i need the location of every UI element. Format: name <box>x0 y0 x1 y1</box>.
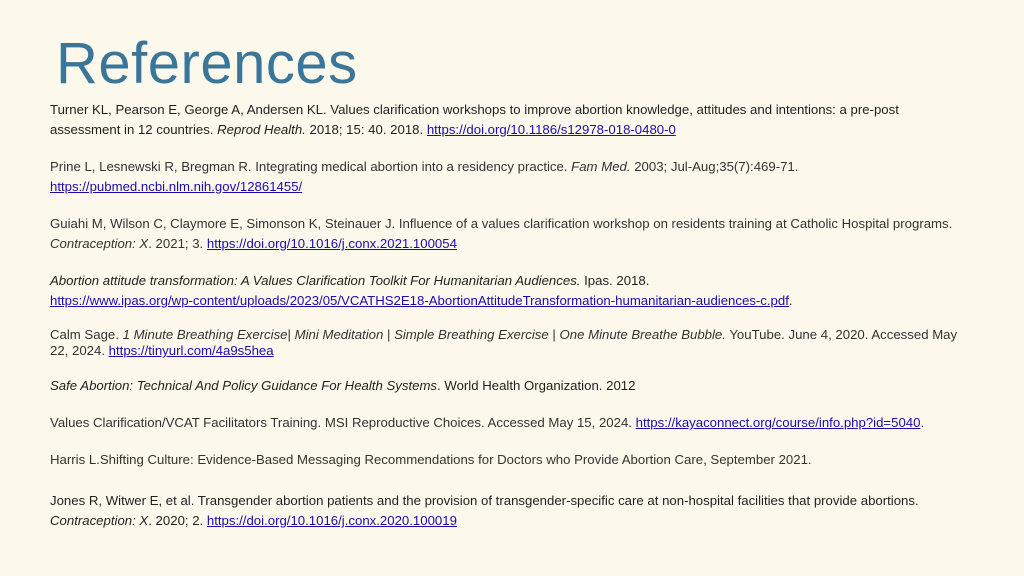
reference-title: Values Clarification/VCAT Facilitators Training. MSI Reproductive Choices. <box>50 415 485 430</box>
reference-link[interactable]: https://tinyurl.com/4a9s5hea <box>108 343 274 358</box>
reference-journal: Reprod Health. <box>217 122 306 137</box>
reference-journal: Contraception: X <box>50 513 149 528</box>
reference-item <box>50 450 970 470</box>
reference-link[interactable]: https://pubmed.ncbi.nlm.nih.gov/12861455/ <box>50 179 303 194</box>
reference-title: Influence of a values clarification workshop on residents training at Catholic Hospital programs. <box>395 216 953 231</box>
reference-link[interactable]: https://doi.org/10.1016/j.conx.2020.100019 <box>206 513 457 528</box>
reference-authors: Prine L, Lesnewski R, Bregman R. <box>50 159 252 174</box>
reference-details: . 2021; 3. <box>148 236 207 251</box>
reference-link[interactable]: https://www.ipas.org/wp-content/uploads/2023/05/VCATHS2E18-AbortionAttitudeTransformation-humanitarian-audiences-c.pdf <box>50 293 789 308</box>
reference-item <box>50 100 970 140</box>
references-list <box>50 100 970 531</box>
reference-details: Accessed May 15, 2024. <box>484 415 636 430</box>
reference-item <box>50 214 970 254</box>
reference-item <box>50 157 970 197</box>
reference-title-part: Simple Breathing Exercise <box>394 327 549 342</box>
reference-authors: Jones R, Witwer E, et al. <box>50 493 195 508</box>
reference-item <box>50 271 970 311</box>
reference-separator: | <box>287 327 295 342</box>
reference-item <box>50 327 970 359</box>
reference-title-part: Mini Meditation <box>294 327 384 342</box>
reference-title-part: 1 Minute Breathing Exercise <box>122 327 288 342</box>
reference-title: Abortion attitude transformation: A Values Clarification Toolkit For Humanitarian Audiences. <box>50 273 581 288</box>
reference-authors: Turner KL, Pearson E, George A, Andersen KL. <box>50 102 327 117</box>
reference-link[interactable]: https://doi.org/10.1186/s12978-018-0480-0 <box>426 122 676 137</box>
reference-details: 2018; 15: 40. 2018. <box>305 122 427 137</box>
reference-title-part: One Minute Breathe Bubble. <box>559 327 726 342</box>
reference-authors: Guiahi M, Wilson C, Claymore E, Simonson K, Steinauer J. <box>50 216 396 231</box>
page-title: References <box>56 31 358 96</box>
reference-title: Safe Abortion: Technical And Policy Guidance For Health Systems <box>50 378 438 393</box>
reference-title: Transgender abortion patients and the provision of transgender-specific care at non-hospital facilities that provide abortions. <box>194 493 919 508</box>
reference-details: . 2020; 2. <box>148 513 207 528</box>
reference-authors: Calm Sage. <box>50 327 123 342</box>
reference-details: . World Health Organization. 2012 <box>437 378 636 393</box>
reference-details: Ipas. 2018. <box>580 273 650 288</box>
reference-details: 2003; Jul-Aug;35(7):469-71. <box>630 159 799 174</box>
reference-separator: | <box>548 327 560 342</box>
reference-separator: | <box>383 327 395 342</box>
reference-title: Values clarification workshops to improve abortion knowledge, attitudes and intentions: a pre-post assessment in 12 countries. <box>50 102 899 137</box>
reference-details: YouTube. June 4, 2020. Accessed May 22, 2024. <box>50 327 958 358</box>
reference-journal: Fam Med. <box>571 159 631 174</box>
reference-link[interactable]: https://doi.org/10.1016/j.conx.2021.100054 <box>206 236 457 251</box>
reference-item <box>50 413 970 433</box>
reference-item <box>50 376 970 396</box>
reference-item <box>50 491 970 531</box>
reference-link[interactable]: https://kayaconnect.org/course/info.php?id=5040 <box>635 415 921 430</box>
reference-journal: Contraception: X <box>50 236 149 251</box>
reference-trailing: . <box>788 293 793 308</box>
reference-trailing: . <box>920 415 925 430</box>
reference-title: Integrating medical abortion into a residency practice. <box>251 159 572 174</box>
reference-title: Harris L.Shifting Culture: Evidence-Based Messaging Recommendations for Doctors who Provide Abortion Care, September 2021. <box>50 452 812 467</box>
